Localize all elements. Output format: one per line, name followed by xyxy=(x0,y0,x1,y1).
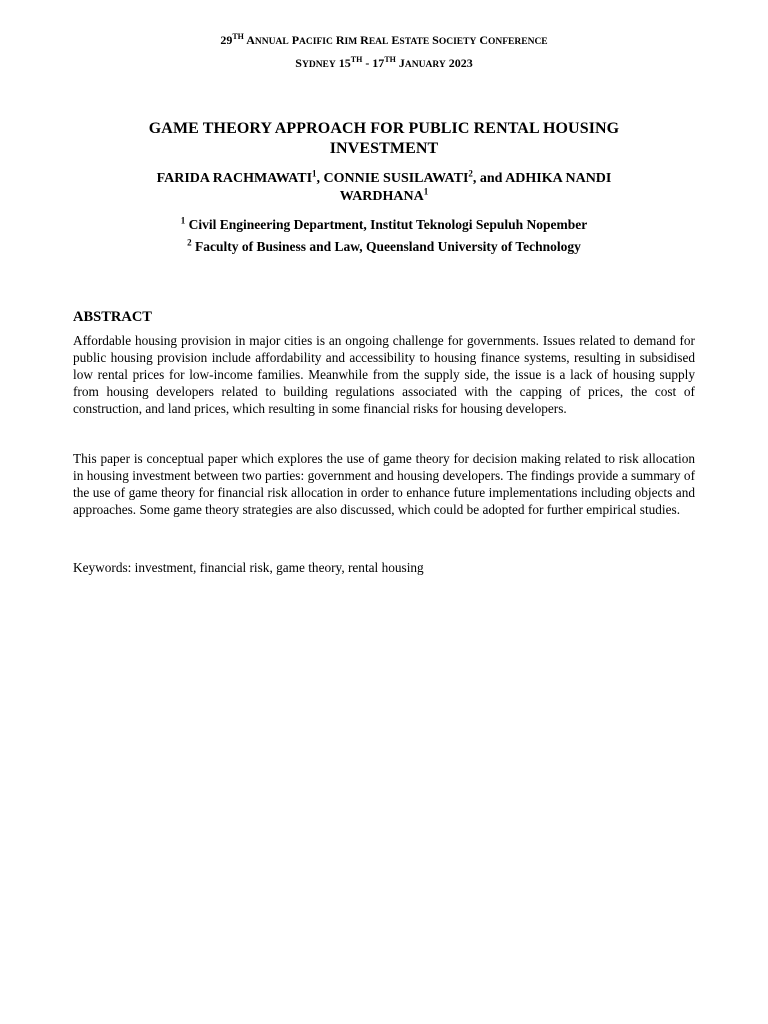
author-line-2: WARDHANA$^1$ xyxy=(339,186,429,204)
author-name: WARDHANA xyxy=(339,189,424,204)
abstract-heading: ABSTRACT xyxy=(73,309,152,325)
conference-name: 29TH ANNUAL PACIFIC RIM REAL ESTATE SOCIETY CONFERENCE xyxy=(220,32,548,47)
paper-title xyxy=(100,119,668,159)
conference-date: SYDNEY 15TH - 17TH JANUARY 2023 xyxy=(295,55,473,70)
keywords-line: Keywords: investment, financial risk, game theory, rental housing xyxy=(73,560,424,575)
paper-title-line-1: GAME THEORY APPROACH FOR PUBLIC RENTAL HOUSING xyxy=(148,120,620,137)
abstract-paragraph-1: Affordable housing provision in major cities is an ongoing challenge for governments. Issues related to demand for public housing provision include affordability and accessibility to housing finance systems, resulting in subsidised low rental prices for low-income families. Meanwhile from the supply side, the issue is a lack of housing supply from housing developers related to building regulations associated with the capping of prices, the cost of construction, and land prices, which resulting in some financial risks for housing developers. xyxy=(73,333,695,416)
author-name: and ADHIKA NANDI xyxy=(479,171,612,186)
author-list xyxy=(100,170,668,206)
paper-title-line-2: INVESTMENT xyxy=(329,140,439,157)
affiliation-1: $^1$ Civil Engineering Department, Institut Teknologi Sepuluh Nopember xyxy=(180,215,588,232)
author-name: FARIDA RACHMAWATI xyxy=(156,171,313,186)
author-name: CONNIE SUSILAWATI xyxy=(323,171,469,186)
abstract-paragraph-2: This paper is conceptual paper which explores the use of game theory for decision making related to risk allocation in housing investment between two parties: government and housing developers. The findings provide a summary of the use of game theory for financial risk allocation in order to enhance future implementations including objects and approaches. Some game theory strategies are also discussed, which could be adopted for further empirical studies. xyxy=(73,451,695,517)
author-line-1: FARIDA RACHMAWATI$^1$, CONNIE SUSILAWATI$^2$, and ADHIKA NANDI xyxy=(156,168,612,186)
affiliation-2: $^2$ Faculty of Business and Law, Queensland University of Technology xyxy=(187,237,581,254)
